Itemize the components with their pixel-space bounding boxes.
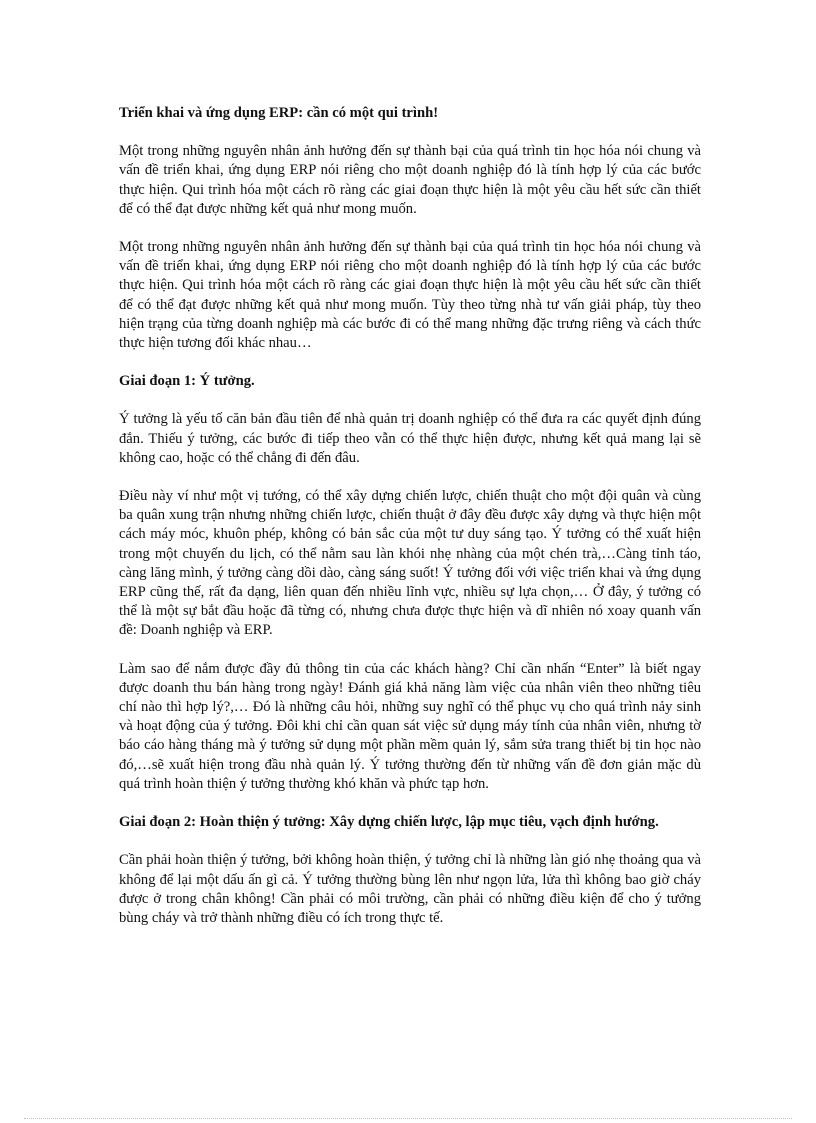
document-page bbox=[119, 104, 701, 947]
paragraph-idea-analogy: Điều này ví như một vị tướng, có thể xây dựng chiến lược, chiến thuật cho một đội quân và cùng ba quân xung trận nhưng những chiến lược, chiến thuật ở đây đều được xây dựng và thực hiện một cách máy móc, khuôn phép, không có bản sắc của một tư duy sáng tạo. Ý tưởng có thể xuất hiện trong một chuyến du lịch, có thể nằm sau làn khói nhẹ nhàng của một chén trà,…Càng tỉnh táo, càng lăng mình, ý tưởng càng dồi dào, càng sáng suốt! Ý tưởng đối với việc triển khai và ứng dụng ERP cũng thế, rất đa dạng, liên quan đến nhiều lĩnh vực, nhiều sự lựa chọn,… Ở đây, ý tưởng có thể là một sự bắt đầu hoặc đã từng có, nhưng chưa được thực hiện và dĩ nhiên nó xoay quanh vấn đề: Doanh nghiệp và ERP. bbox=[119, 488, 701, 639]
paragraph-idea-questions: Làm sao để nắm được đầy đủ thông tin của các khách hàng? Chỉ cần nhấn “Enter” là biết ngay được doanh thu bán hàng trong ngày! Đánh giá khả năng làm việc của nhân viên theo những tiêu chí nào thì hợp lý?,… Đó là những câu hỏi, những suy nghĩ có thể phục vụ cho quá trình nảy sinh và hoạt động của ý tưởng. Đôi khi chỉ cần quan sát việc sử dụng máy tính của nhân viên, nhưng tờ báo cáo hàng tháng mà ý tưởng sử dụng một phần mềm quản lý, sắm sửa trang thiết bị tin học nào đó,…sẽ xuất hiện trong đầu nhà quản lý. Ý tưởng thường đến từ những vấn đề đơn giản mặc dù quá trình hoàn thiện ý tưởng thường khó khăn và phức tạp hơn. bbox=[119, 660, 701, 792]
page-bottom-border bbox=[24, 1118, 792, 1119]
document-title: Triển khai và ứng dụng ERP: cần có một qui trình! bbox=[119, 105, 439, 121]
paragraph-idea-refinement: Cần phải hoàn thiện ý tưởng, bởi không hoàn thiện, ý tưởng chỉ là những làn gió nhẹ thoảng qua và không để lại một dấu ấn gì cả. Ý tưởng thường bùng lên như ngọn lửa, lửa thì không bao giờ cháy được ở trong chân không! Cần phải có môi trường, cần phải có những điều kiện để cho ý tưởng bùng cháy và trở thành những điều có ích trong thực tế. bbox=[119, 852, 701, 926]
stage-1-heading: Giai đoạn 1: Ý tưởng. bbox=[119, 373, 255, 390]
paragraph-intro: Một trong những nguyên nhân ảnh hưởng đến sự thành bại của quá trình tin học hóa nói chung và vấn đề triển khai, ứng dụng ERP nói riêng cho một doanh nghiệp đó là tính hợp lý của các bước thực hiện. Qui trình hóa một cách rõ ràng các giai đoạn thực hiện là một yêu cầu hết sức cần thiết để có thể đạt được những kết quả như mong muốn. bbox=[119, 143, 701, 217]
paragraph-idea-definition: Ý tưởng là yếu tố căn bản đầu tiên để nhà quản trị doanh nghiệp có thể đưa ra các quyết định đúng đắn. Thiếu ý tưởng, các bước đi tiếp theo vẫn có thể thực hiện được, nhưng kết quả mang lại sẽ không cao, hoặc có thể chẳng đi đến đâu. bbox=[119, 411, 701, 466]
paragraph-intro-extended: Một trong những nguyên nhân ảnh hưởng đến sự thành bại của quá trình tin học hóa nói chung và vấn đề triển khai, ứng dụng ERP nói riêng cho một doanh nghiệp đó là tính hợp lý của các bước thực hiện. Qui trình hóa một cách rõ ràng các giai đoạn thực hiện là một yêu cầu hết sức cần thiết để có thể đạt được những kết quả như mong muốn. Tùy theo từng nhà tư vấn giải pháp, tùy theo hiện trạng của từng doanh nghiệp mà các bước đi có thể mang những đặc trưng riêng và cách thức thực hiện tương đối khác nhau… bbox=[119, 239, 701, 352]
stage-2-heading: Giai đoạn 2: Hoàn thiện ý tưởng: Xây dựng chiến lược, lập mục tiêu, vạch định hướng. bbox=[119, 814, 659, 831]
